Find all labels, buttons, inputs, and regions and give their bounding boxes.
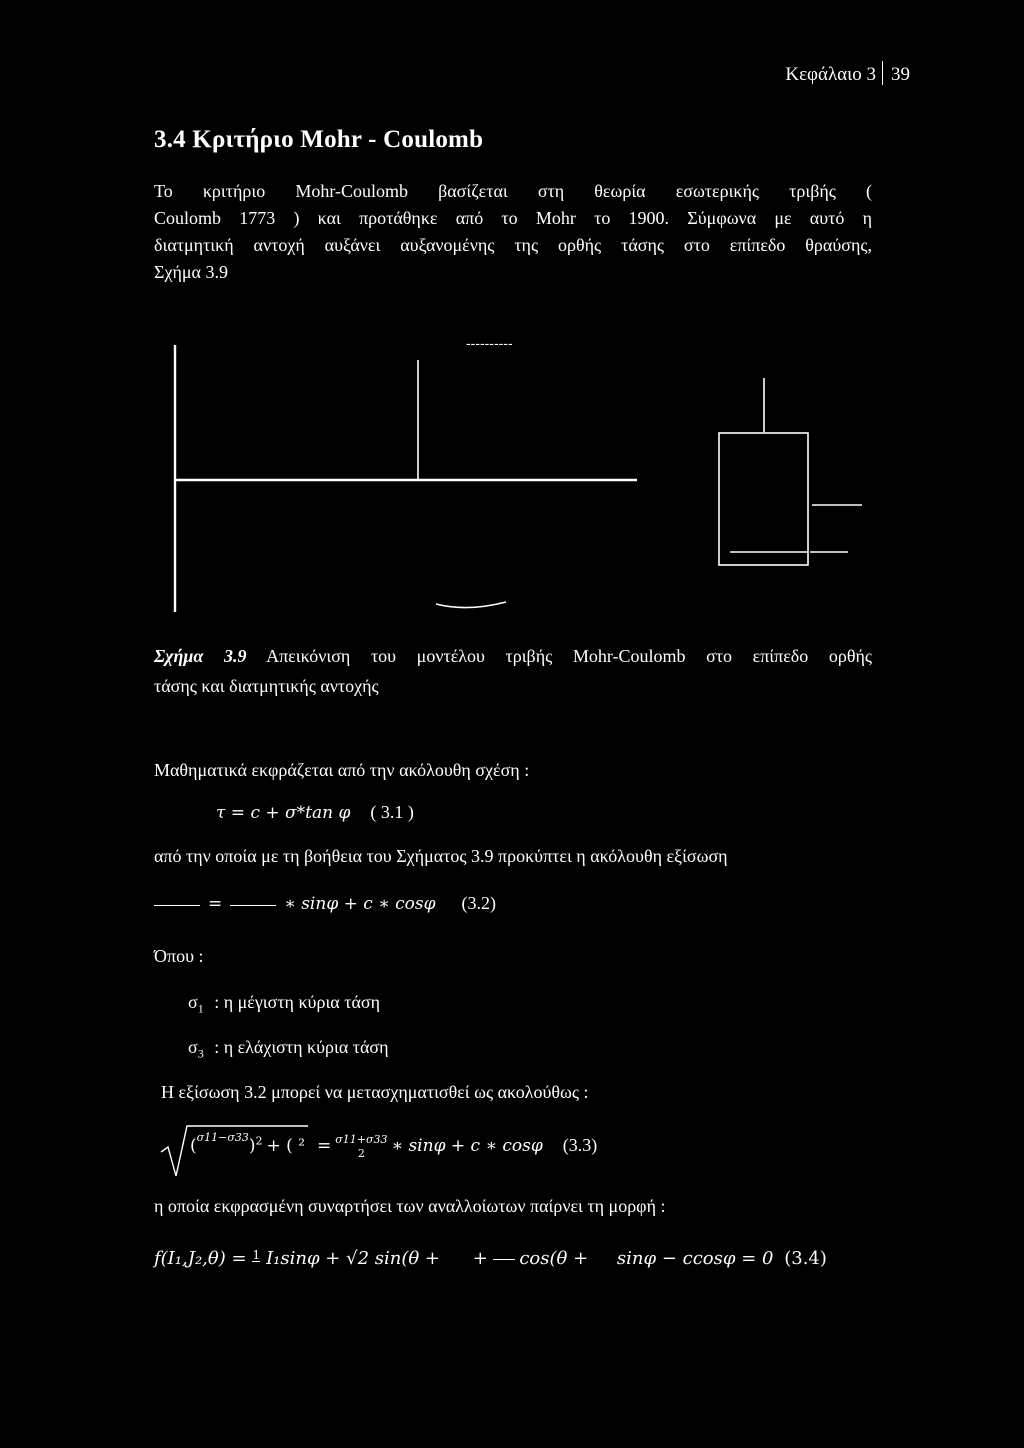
- fraction-bar: [230, 905, 276, 906]
- top-dashes: ----------: [466, 335, 513, 351]
- definition-sigma3: [188, 1037, 389, 1062]
- chapter-label: Κεφάλαιο 3: [785, 64, 876, 85]
- caption-label: Σχήμα 3.9: [154, 646, 247, 666]
- eq2-intro: από την οποία με τη βοήθεια του Σχήματος 3.9 προκύπτει η ακόλουθη εξίσωση: [154, 846, 728, 866]
- equation-3-4: [154, 1248, 827, 1270]
- figure-caption: [154, 641, 872, 701]
- equation-number: (3.4): [784, 1248, 827, 1269]
- equation-3-2: [154, 893, 496, 914]
- term: + ( ²: [266, 1136, 306, 1156]
- stress-element-outer: [719, 433, 808, 565]
- fraction-denominator: 2: [357, 1147, 365, 1161]
- equation-term: +: [472, 1248, 488, 1269]
- equation-number: ( 3.1 ): [370, 802, 414, 822]
- fraction-numerator: σ11+σ33: [335, 1133, 388, 1147]
- where-label: Όπου :: [154, 946, 204, 966]
- fraction: [252, 1249, 260, 1270]
- fraction-numerator: 1: [252, 1248, 261, 1263]
- equation-rhs: ∗ sinφ + c ∗ cosφ: [284, 894, 436, 914]
- equation-term: cos(θ +: [519, 1248, 589, 1269]
- intro-line: Σχήμα 3.9: [154, 262, 228, 282]
- section-title: 3.4 Κριτήριο Mohr - Coulomb: [154, 126, 484, 153]
- equation-number: (3.3): [562, 1135, 598, 1155]
- exponent: 2: [255, 1134, 263, 1148]
- fraction-numerator: σ11−σ33: [196, 1131, 249, 1144]
- intro-line: διατμητική αντοχή αυξάνει αυξανομένης της ορθής τάσης στο επίπεδο θραύσης,: [154, 235, 872, 255]
- symbol: σ: [188, 992, 198, 1012]
- bottom-arc: [436, 602, 506, 608]
- math-intro: Μαθηματικά εκφράζεται από την ακόλουθη σχέση :: [154, 760, 530, 780]
- caption-text: τάσης και διατμητικής αντοχής: [154, 676, 379, 696]
- equals-sign: =: [208, 894, 223, 914]
- equation-3-1: [216, 802, 414, 823]
- fraction-bar: [154, 905, 200, 906]
- intro-line: Coulomb 1773 ) και προτάθηκε από το Mohr το 1900. Σύμφωνα με αυτό η: [154, 208, 872, 228]
- equation-number: (3.2): [461, 893, 497, 913]
- page-number: 39: [891, 64, 910, 85]
- subscript: 3: [197, 1046, 204, 1061]
- definition-text: : η ελάχιστη κύρια τάση: [214, 1037, 389, 1057]
- equation-expression: τ = c + σ*tan φ: [216, 803, 351, 823]
- fraction-bar: [493, 1259, 515, 1260]
- definition-sigma1: [188, 992, 380, 1017]
- intro-line: Το κριτήριο Mohr-Coulomb βασίζεται στη θεωρία εσωτερικής τριβής (: [154, 181, 872, 201]
- equation-lhs: f(I₁,J₂,θ) =: [154, 1248, 247, 1269]
- equation-3-3: $(^{\sigma 11-\sigma 33})^2$ + ( ² = σ11+σ33 2 ∗ sinφ + c ∗ cosφ (3.3): [190, 1131, 598, 1161]
- definition-text: : η μέγιστη κύρια τάση: [214, 992, 380, 1012]
- symbol: σ: [188, 1037, 198, 1057]
- equation-term: I₁sinφ + √2 sin(θ +: [266, 1248, 440, 1269]
- eq4-intro: η οποία εκφρασμένη συναρτήσει των αναλλοίωτων παίρνει τη μορφή :: [154, 1196, 666, 1216]
- equation-rhs: ∗ sinφ + c ∗ cosφ: [391, 1136, 543, 1156]
- subscript: 1: [197, 1001, 204, 1016]
- equation-term: sinφ − ccosφ = 0: [616, 1248, 774, 1269]
- eq3-intro: Η εξίσωση 3.2 μπορεί να μετασχηματισθεί ως ακολούθως :: [161, 1082, 589, 1102]
- caption-text: Απεικόνιση του μοντέλου τριβής Mohr-Coulomb στο επίπεδο ορθής: [266, 646, 872, 666]
- mohr-coulomb-figure: [0, 0, 1024, 640]
- fraction: [335, 1133, 387, 1161]
